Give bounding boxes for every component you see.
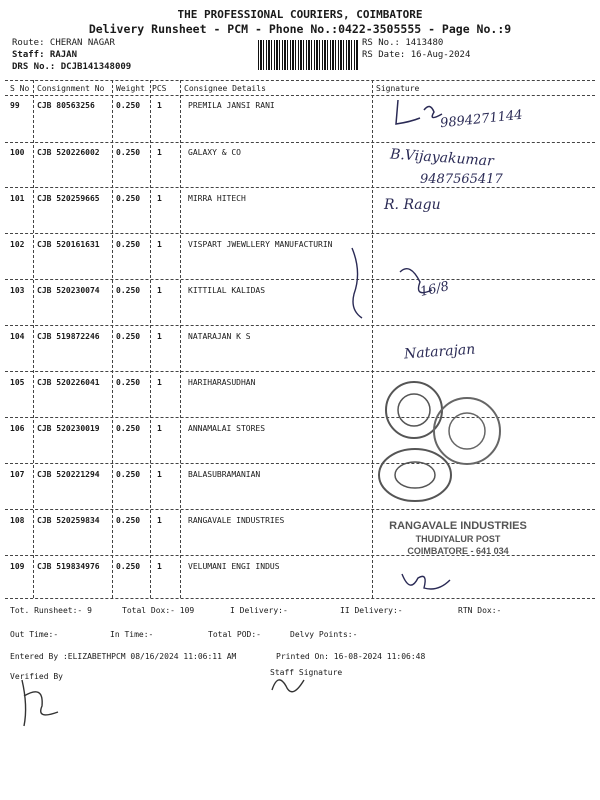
footer-delvy-points: Delvy Points:-: [290, 630, 358, 639]
row-sno: 102: [10, 240, 25, 249]
row-weight: 0.250: [116, 148, 141, 157]
row-sno: 104: [10, 332, 25, 341]
footer-ii-delivery: II Delivery:-: [340, 606, 403, 615]
row-consignment: CJB 519872246: [37, 332, 100, 341]
signature-scribble: [398, 568, 458, 598]
row-sno: 105: [10, 378, 25, 387]
rs-date: RS Date: 16-Aug-2024: [362, 50, 471, 60]
row-pcs: 1: [157, 240, 162, 249]
row-divider: [5, 325, 595, 326]
row-weight: 0.250: [116, 286, 141, 295]
signature-name: R. Ragu: [384, 197, 441, 213]
row-weight: 0.250: [116, 424, 141, 433]
row-consignment: CJB 519834976: [37, 562, 100, 571]
row-divider: [5, 417, 595, 418]
row-weight: 0.250: [116, 194, 141, 203]
row-divider: [5, 233, 595, 234]
row-consignment: CJB 520226041: [37, 378, 100, 387]
row-consignee: MIRRA HITECH: [188, 194, 246, 203]
row-consignee: BALASUBRAMANIAN: [188, 470, 261, 479]
row-pcs: 1: [157, 378, 162, 387]
col-divider: [33, 80, 34, 598]
row-pcs: 1: [157, 516, 162, 525]
signature-phone: 9487565417: [420, 172, 503, 187]
row-pcs: 1: [157, 332, 162, 341]
row-sno: 101: [10, 194, 25, 203]
row-consignee: RANGAVALE INDUSTRIES: [188, 516, 285, 525]
col-divider: [180, 80, 181, 598]
footer-total-pod: Total POD:-: [208, 630, 261, 639]
col-pcs: PCS: [152, 84, 167, 93]
row-consignee: PREMILA JANSI RANI: [188, 101, 275, 110]
row-consignee: NATARAJAN K S: [188, 332, 251, 341]
footer-staff-signature: Staff Signature: [270, 668, 343, 677]
row-sno: 108: [10, 516, 25, 525]
row-divider: [5, 371, 595, 372]
row-sno: 99: [10, 101, 20, 110]
row-consignee: ANNAMALAI STORES: [188, 424, 266, 433]
row-divider: [5, 279, 595, 280]
footer-total-dox: Total Dox:- 109: [122, 606, 195, 615]
row-weight: 0.250: [116, 332, 141, 341]
route-label: Route: CHERAN NAGAR: [12, 38, 115, 48]
runsheet-title: Delivery Runsheet - PCM - Phone No.:0422-3505555 - Page No.:9: [88, 22, 512, 36]
staff-signature-mark: [262, 666, 322, 706]
rs-number: RS No.: 1413480: [362, 38, 444, 48]
lab-seal: [376, 446, 454, 504]
stamp-line: RANGAVALE INDUSTRIES: [389, 520, 527, 532]
row-weight: 0.250: [116, 101, 141, 110]
row-weight: 0.250: [116, 516, 141, 525]
row-sno: 100: [10, 148, 25, 157]
row-consignment: CJB 80563256: [37, 101, 95, 110]
row-weight: 0.250: [116, 378, 141, 387]
row-divider: [5, 142, 595, 143]
row-consignment: CJB 520259834: [37, 516, 100, 525]
footer-verified-by: Verified By: [10, 672, 63, 681]
col-divider: [112, 80, 113, 598]
row-sno: 107: [10, 470, 25, 479]
col-consignee: Consignee Details: [184, 84, 266, 93]
staff-label: Staff: RAJAN: [12, 50, 78, 60]
row-consignment: CJB 520161631: [37, 240, 100, 249]
row-divider: [5, 509, 595, 510]
row-sno: 109: [10, 562, 25, 571]
row-sno: 103: [10, 286, 25, 295]
row-consignee: VISPART JWEWLLERY MANUFACTURIN: [188, 240, 333, 249]
row-consignment: CJB 520230019: [37, 424, 100, 433]
row-pcs: 1: [157, 424, 162, 433]
col-weight: Weight: [116, 84, 145, 93]
row-consignee: GALAXY & CO: [188, 148, 241, 157]
row-consignee: VELUMANI ENGI INDUS: [188, 562, 280, 571]
drs-number: DRS No.: DCJB141348009: [12, 62, 132, 72]
col-sno: S No: [10, 84, 30, 93]
footer-i-delivery: I Delivery:-: [230, 606, 288, 615]
row-pcs: 1: [157, 470, 162, 479]
signature-phone: 9894271144: [439, 107, 524, 132]
row-sno: 106: [10, 424, 25, 433]
col-signature: Signature: [376, 84, 420, 93]
stamp-line: COIMBATORE - 641 034: [407, 546, 509, 556]
barcode: [258, 40, 358, 70]
footer-out-time: Out Time:-: [10, 630, 59, 639]
footer-tot-runsheet: Tot. Runsheet:- 9: [10, 606, 92, 615]
row-consignment: CJB 520221294: [37, 470, 100, 479]
footer-entered-by: Entered By :ELIZABETHPCM 08/16/2024 11:06:11 AM: [10, 652, 237, 661]
signature-name: Natarajan: [403, 341, 476, 363]
col-consignment: Consignment No: [37, 84, 105, 93]
stamp-line: THUDIYALUR POST: [415, 534, 501, 544]
row-pcs: 1: [157, 286, 162, 295]
row-consignment: CJB 520230074: [37, 286, 100, 295]
row-divider: [5, 463, 595, 464]
table-bottom-rule: [5, 598, 595, 599]
row-consignee: HARIHARASUDHAN: [188, 378, 256, 387]
col-divider: [372, 80, 373, 598]
row-divider: [5, 187, 595, 188]
row-consignment: CJB 520226002: [37, 148, 100, 157]
table-header-rule: [5, 95, 595, 96]
row-weight: 0.250: [116, 470, 141, 479]
row-pcs: 1: [157, 562, 162, 571]
col-divider: [150, 80, 151, 598]
table-top-rule: [5, 80, 595, 81]
row-weight: 0.250: [116, 240, 141, 249]
footer-rtn-dox: RTN Dox:-: [458, 606, 502, 615]
row-consignee: KITTILAL KALIDAS: [188, 286, 266, 295]
footer-in-time: In Time:-: [110, 630, 154, 639]
row-weight: 0.250: [116, 562, 141, 571]
row-pcs: 1: [157, 194, 162, 203]
signature-date: 16/8: [418, 279, 451, 300]
signature-name: B.Vijayakumar: [389, 146, 495, 170]
company-title: THE PROFESSIONAL COURIERS, COIMBATORE: [177, 8, 423, 21]
row-pcs: 1: [157, 148, 162, 157]
footer-printed-on: Printed On: 16-08-2024 11:06:48: [276, 652, 426, 661]
verifier-signature: [14, 676, 74, 730]
row-pcs: 1: [157, 101, 162, 110]
row-consignment: CJB 520259665: [37, 194, 100, 203]
